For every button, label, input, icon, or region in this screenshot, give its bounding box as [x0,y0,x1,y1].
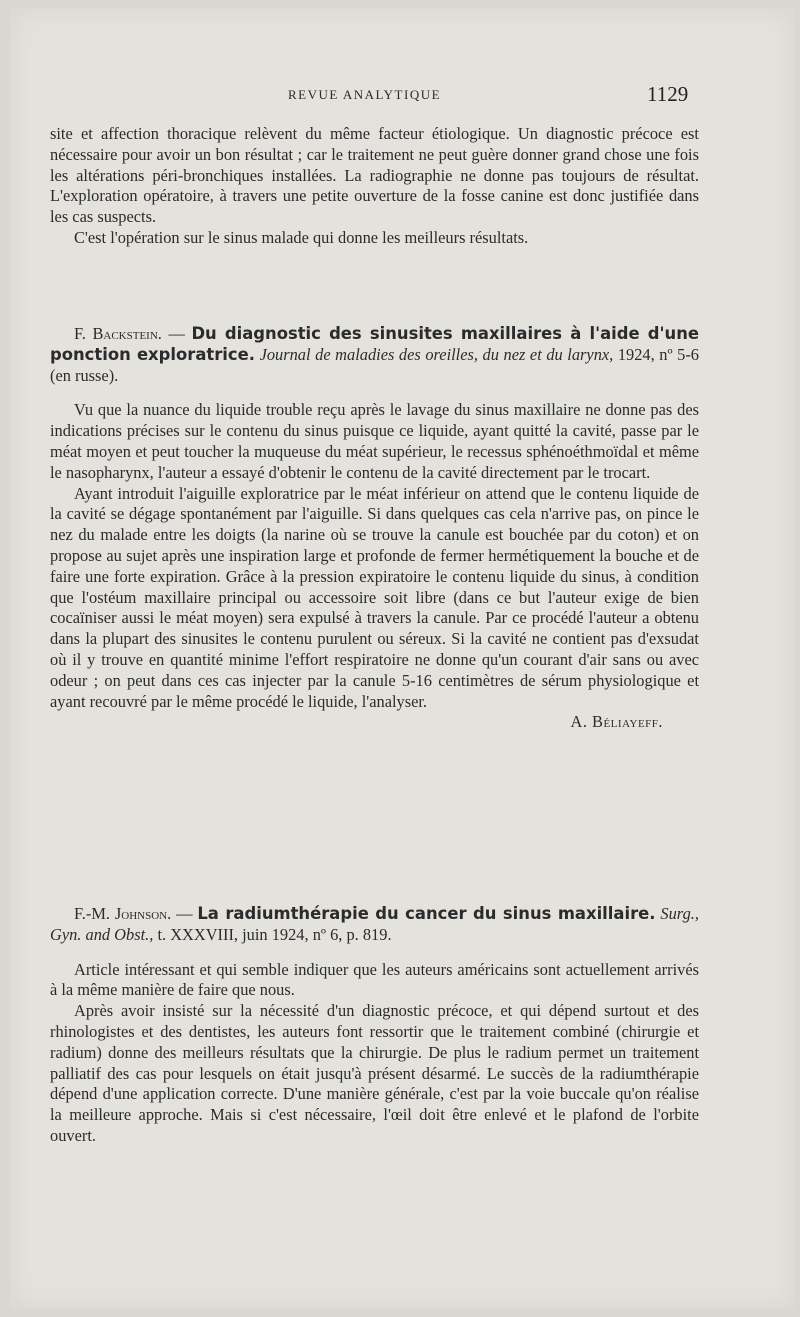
entry-paragraph-2: Ayant introduit l'aiguille exploratrice par le méat inférieur on attend que le contenu liquide de la cavité se dégage spontanément par l'aiguille. Si dans quelques cas cela n'arrive pas, on pince le nez du malade entre les doigts (la narine où se trouve la canule est bouchée par du coton) et on propose au sujet après une inspiration large et profonde de fermer hermétiquement la bouche et de faire une forte expiration. Grâce à la pression expiratoire le contenu liquide du sinus, à condition que l'ostéum maxillaire principal ou accessoire soit libre (dans ce but l'auteur exige de bien cocaïniser aussi le méat moyen) sera expulsé à travers la canule. Par ce procédé l'auteur a obtenu dans la plupart des sinusites le contenu purulent ou séreux. Si la cavité ne contient pas d'exsudat où il y trouve en quantité minime l'effort respiratoire ne donne qu'un courant d'air sans ou avec odeur ; on peut dans ces cas injecter par la canule 5-16 centimètres de sérum physiologique et ayant recouvré par le même procédé le liquide, l'analyser. [50,483,699,711]
entry-author: F.-M. Johnson. [74,904,172,923]
running-title: REVUE ANALYTIQUE [288,87,442,102]
entry-source: Journal de maladies des oreilles, du nez et du larynx, [259,344,614,364]
entry-author: F. Backstein. [74,324,162,343]
entry-heading [50,904,699,946]
running-header [10,84,795,106]
reviewer-signature: A. Béliayeff. [570,712,663,732]
entry-dash: — [161,324,192,343]
entry-title: Du diagnostic des sinusites maxillaires à l'aide d'une ponction exploratrice. [50,324,699,364]
entry-dash: — [171,904,198,923]
review-entry-backstein [50,324,699,733]
intro-paragraph-1: site et affection thoracique relèvent du même facteur étiologique. Un diagnostic précoce est nécessaire pour avoir un bon résultat ; car le traitement ne peut guère donner grand chose une fois les altérations péri-bronchiques installées. La radiographie ne donne pas toujours de résultat. L'exploration opératoire, à travers une petite ouverture de la fosse canine est donc justifiée dans les cas suspects. [50,124,699,227]
page-number: 1129 [647,82,689,106]
entry-paragraph-1: Article intéressant et qui semble indiquer que les auteurs américains sont actuellement arrivés à la même manière de faire que nous. [50,959,699,1000]
entry-paragraph-1: Vu que la nuance du liquide trouble reçu après le lavage du sinus maxillaire ne donne pas des indications précises sur le contenu du sinus puisque ce liquide, ayant quitté la cavité, passe par le méat moyen et peut toucher la muqueuse du méat supérieur, le recessus sphénoéthmoïdal et même le nasopharynx, l'auteur a essayé d'obtenir le contenu de la cavité directement par le trocart. [50,400,699,482]
entry-title: La radiumthérapie du cancer du sinus maxillaire. [197,904,656,923]
review-entry-johnson [50,904,699,1147]
entry-paragraph-2: Après avoir insisté sur la nécessité d'un diagnostic précoce, et qui dépend surtout et des rhinologistes et des dentistes, les auteurs font ressortir que le traitement combiné (chirurgie et radium) donne des meilleurs résultats que la chirurgie. De plus le radium permet un traitement palliatif des cas pour lesquels on était jusqu'à présent désarmé. Le succès de la radiumthérapie dépend d'une application correcte. D'une manière générale, c'est par la voie buccale qu'on réalise la meilleure approche. Mais si c'est nécessaire, l'œil doit être enlevé et le plafond de l'orbite ouvert. [50,1001,699,1145]
entry-heading [50,324,699,386]
entry-details: 1924, nº 5-6 (en russe). [50,344,699,385]
intro-section [50,124,699,249]
entry-details: t. XXXVIII, juin 1924, nº 6, p. 819. [153,924,392,944]
page [10,8,795,1309]
intro-paragraph-2: C'est l'opération sur le sinus malade qui donne les meilleurs résultats. [74,227,529,247]
entry-source: Surg., Gyn. and Obst., [50,904,699,944]
